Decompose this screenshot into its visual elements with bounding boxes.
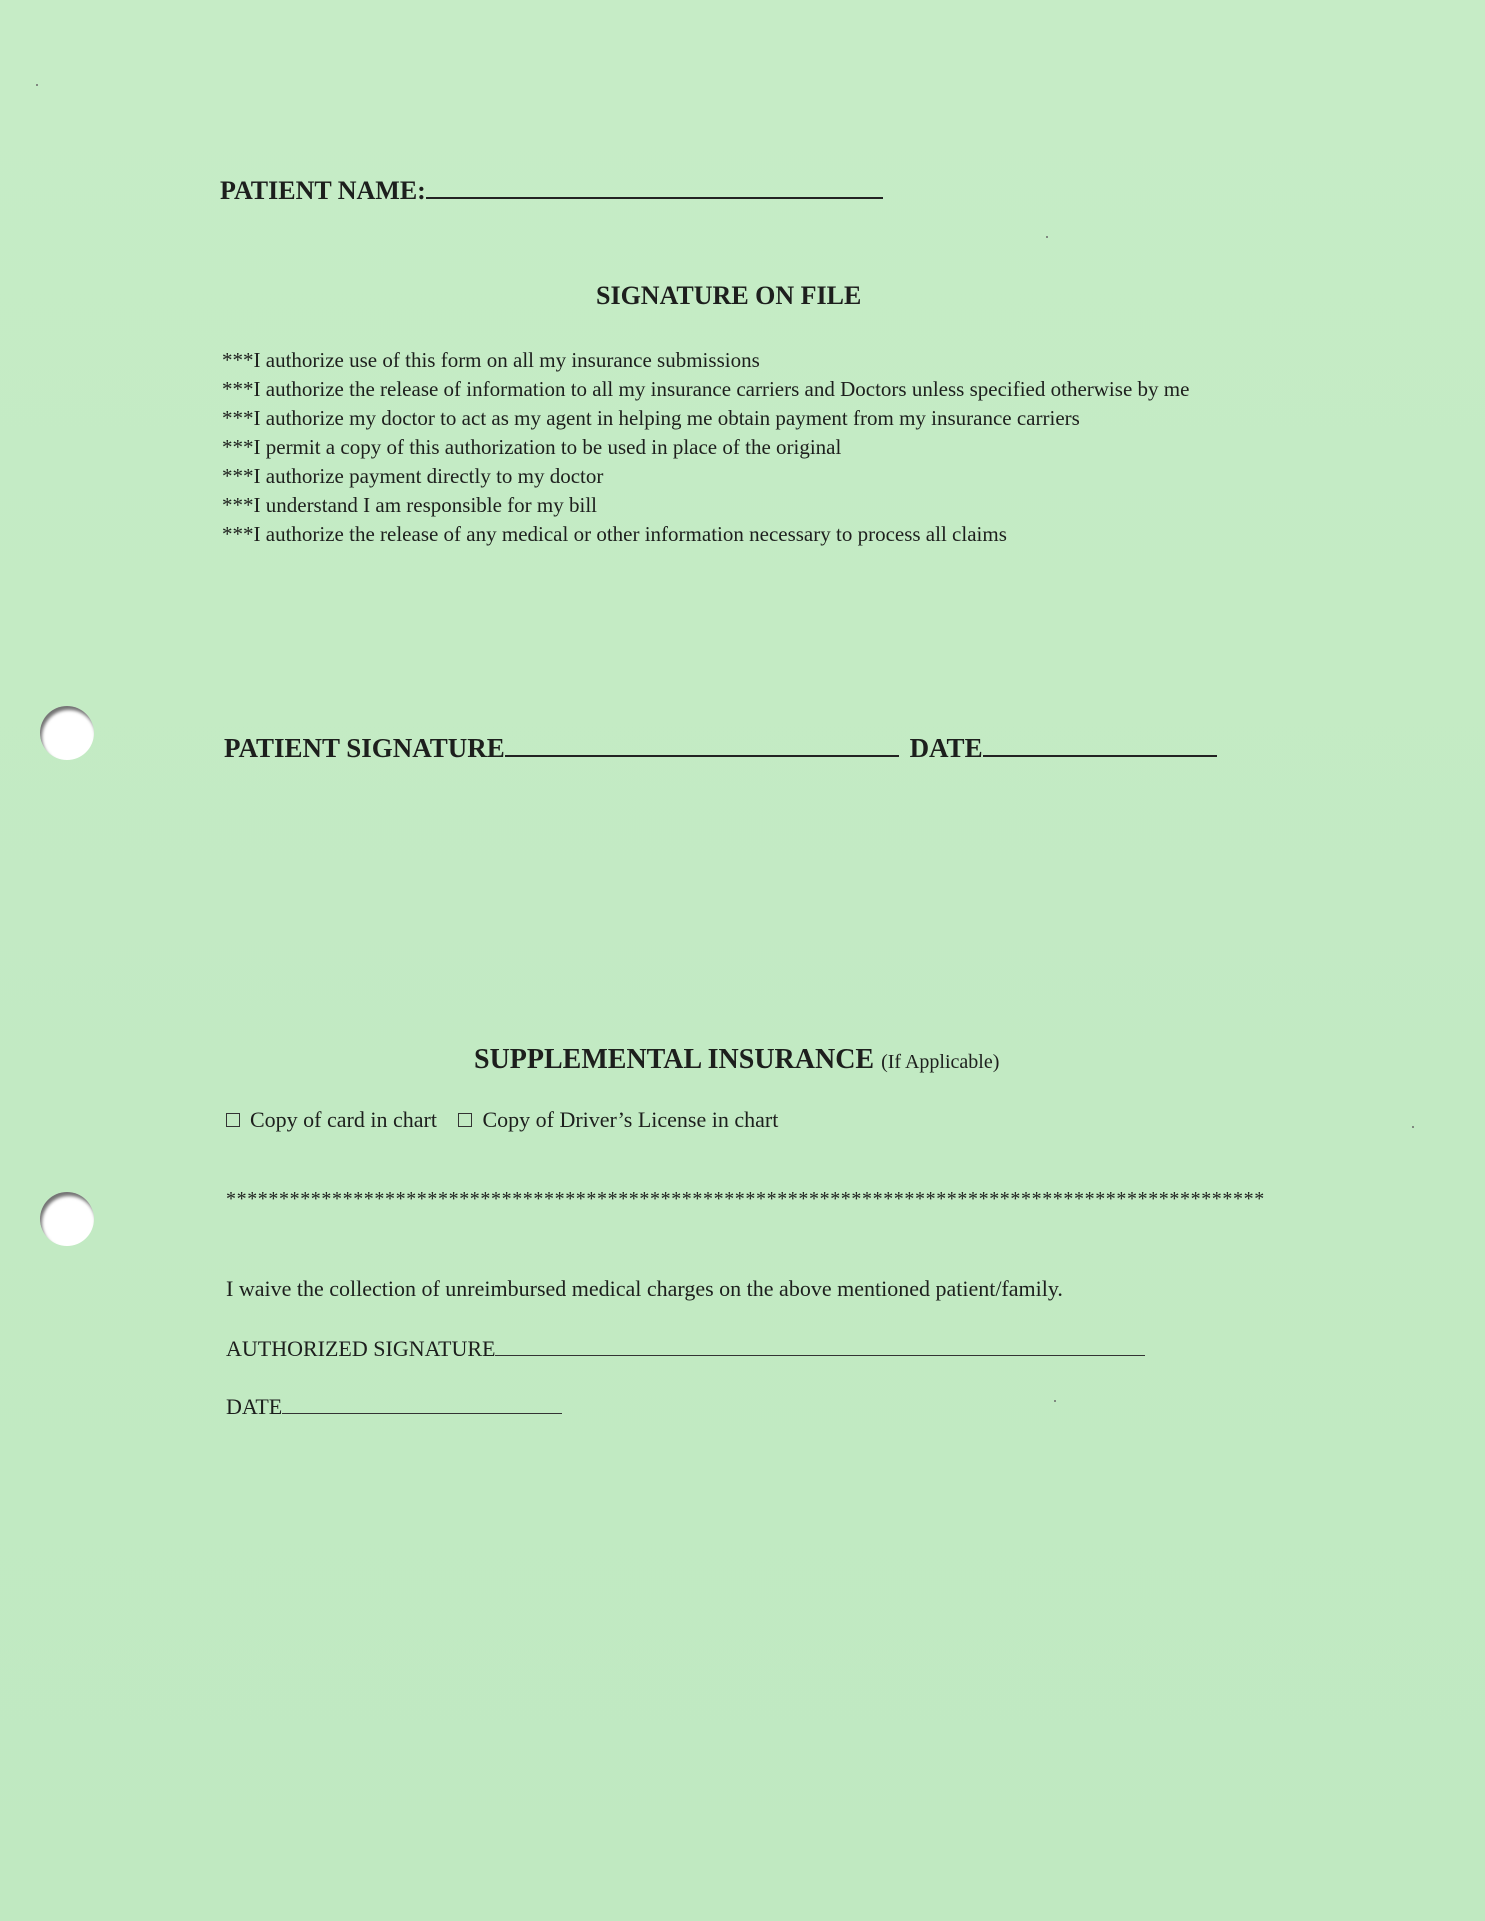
copy-of-license-checkbox[interactable] <box>458 1113 472 1127</box>
asterisk-separator: ************************************************************************************************** <box>226 1188 1265 1210</box>
patient-signature-label: PATIENT SIGNATURE <box>224 733 505 763</box>
authorization-item: ***I authorize the release of information to all my insurance carriers and Doctors unless specified otherwise by me <box>222 377 1190 401</box>
patient-signature-row <box>224 733 1217 764</box>
punch-hole-top <box>40 706 94 760</box>
authorization-item: ***I authorize the release of any medical or other information necessary to process all claims <box>222 522 1007 546</box>
supplemental-insurance-title: SUPPLEMENTAL INSURANCE <box>474 1044 875 1075</box>
authorization-item: ***I authorize payment directly to my doctor <box>222 464 604 488</box>
supplemental-insurance-heading <box>474 1044 999 1076</box>
patient-name-field[interactable] <box>426 197 883 199</box>
authorization-item: ***I authorize use of this form on all my insurance submissions <box>222 348 760 372</box>
patient-signature-field[interactable] <box>505 755 899 757</box>
patient-name-row <box>220 176 883 206</box>
authorized-date-field[interactable] <box>282 1413 562 1414</box>
authorized-signature-row <box>226 1336 1145 1362</box>
authorized-signature-field[interactable] <box>495 1355 1145 1356</box>
punch-hole-bottom <box>40 1192 94 1246</box>
copy-of-license-label: Copy of Driver’s License in chart <box>482 1107 779 1132</box>
authorized-signature-label: AUTHORIZED SIGNATURE <box>226 1336 496 1361</box>
if-applicable-note: (If Applicable) <box>881 1051 1000 1073</box>
waiver-statement: I waive the collection of unreimbursed medical charges on the above mentioned patient/family. <box>226 1276 1063 1301</box>
copy-of-card-label: Copy of card in chart <box>250 1107 437 1132</box>
scan-speck <box>1046 236 1048 238</box>
authorization-item: ***I permit a copy of this authorization to be used in place of the original <box>222 435 842 459</box>
patient-signature-date-field[interactable] <box>983 755 1217 757</box>
supplemental-checkbox-row <box>226 1107 778 1133</box>
signature-on-file-title: SIGNATURE ON FILE <box>596 281 862 310</box>
authorized-date-row <box>226 1394 562 1420</box>
authorization-item: ***I understand I am responsible for my bill <box>222 493 598 517</box>
date-label: DATE <box>909 733 983 763</box>
copy-of-card-checkbox[interactable] <box>226 1113 240 1127</box>
authorized-date-label: DATE <box>226 1394 283 1419</box>
scan-speck <box>1054 1400 1056 1402</box>
scan-speck <box>36 84 38 86</box>
authorization-list <box>222 346 1302 549</box>
authorization-item: ***I authorize my doctor to act as my agent in helping me obtain payment from my insurance carriers <box>222 406 1080 430</box>
scan-speck <box>1412 1126 1414 1128</box>
patient-name-label: PATIENT NAME: <box>220 176 426 205</box>
